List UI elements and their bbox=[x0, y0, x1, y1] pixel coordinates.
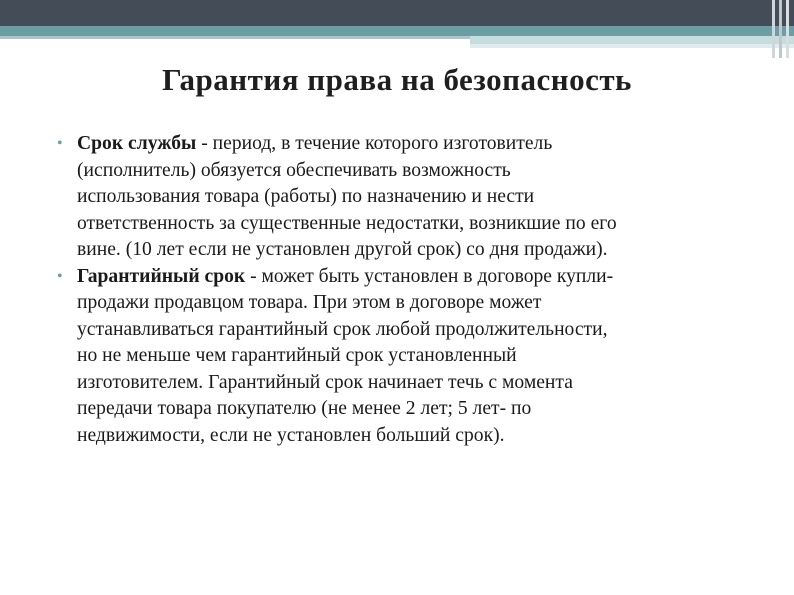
text-fragment: - может быть установлен в договоре купли- bbox=[245, 265, 614, 287]
bullet-item-warranty-period bbox=[57, 264, 747, 450]
term-label: Срок службы bbox=[77, 133, 197, 154]
text-line: изготовителем. Гарантийный срок начинает течь с момента bbox=[77, 371, 573, 393]
header-step-stripe-light bbox=[470, 44, 794, 48]
text-line: недвижимости, если не установлен больший срок). bbox=[77, 424, 505, 446]
slide-body bbox=[57, 131, 747, 449]
text-line: устанавливаться гарантийный срок любой продолжительности, bbox=[77, 318, 608, 340]
text-line: вине. (10 лет если не установлен другой срок) со дня продажи). bbox=[77, 239, 608, 260]
decor-vertical-bar bbox=[779, 0, 782, 58]
header-dark-bar bbox=[0, 0, 794, 26]
text-line: использования товара (работы) по назначению и нести bbox=[77, 186, 535, 207]
term-label: Гарантийный срок bbox=[77, 265, 246, 287]
header-thin-stripe bbox=[0, 36, 470, 39]
bullet-item-service-life bbox=[57, 131, 747, 264]
header-teal-bar bbox=[0, 26, 794, 36]
decor-vertical-bar bbox=[772, 0, 775, 58]
text-line: продажи продавцом товара. При этом в договоре может bbox=[77, 292, 542, 313]
text-line: (исполнитель) обязуется обеспечивать возможность bbox=[77, 159, 511, 181]
bullet-icon: • bbox=[57, 135, 63, 152]
header-step-stripe bbox=[470, 36, 794, 44]
bullet-icon: • bbox=[57, 267, 63, 285]
text-line: но не меньше чем гарантийный срок установленный bbox=[77, 345, 517, 366]
text-line: ответственность за существенные недостатки, возникшие по его bbox=[77, 212, 617, 234]
text-line: передачи товара покупателю (не менее 2 лет; 5 лет- по bbox=[77, 398, 532, 419]
text-line bbox=[77, 131, 747, 158]
text-fragment: - период, в течение которого изготовитель bbox=[196, 133, 553, 154]
decor-vertical-bar bbox=[786, 0, 789, 58]
slide-title: Гарантия права на безопасность bbox=[162, 62, 632, 97]
text-line bbox=[77, 264, 747, 291]
